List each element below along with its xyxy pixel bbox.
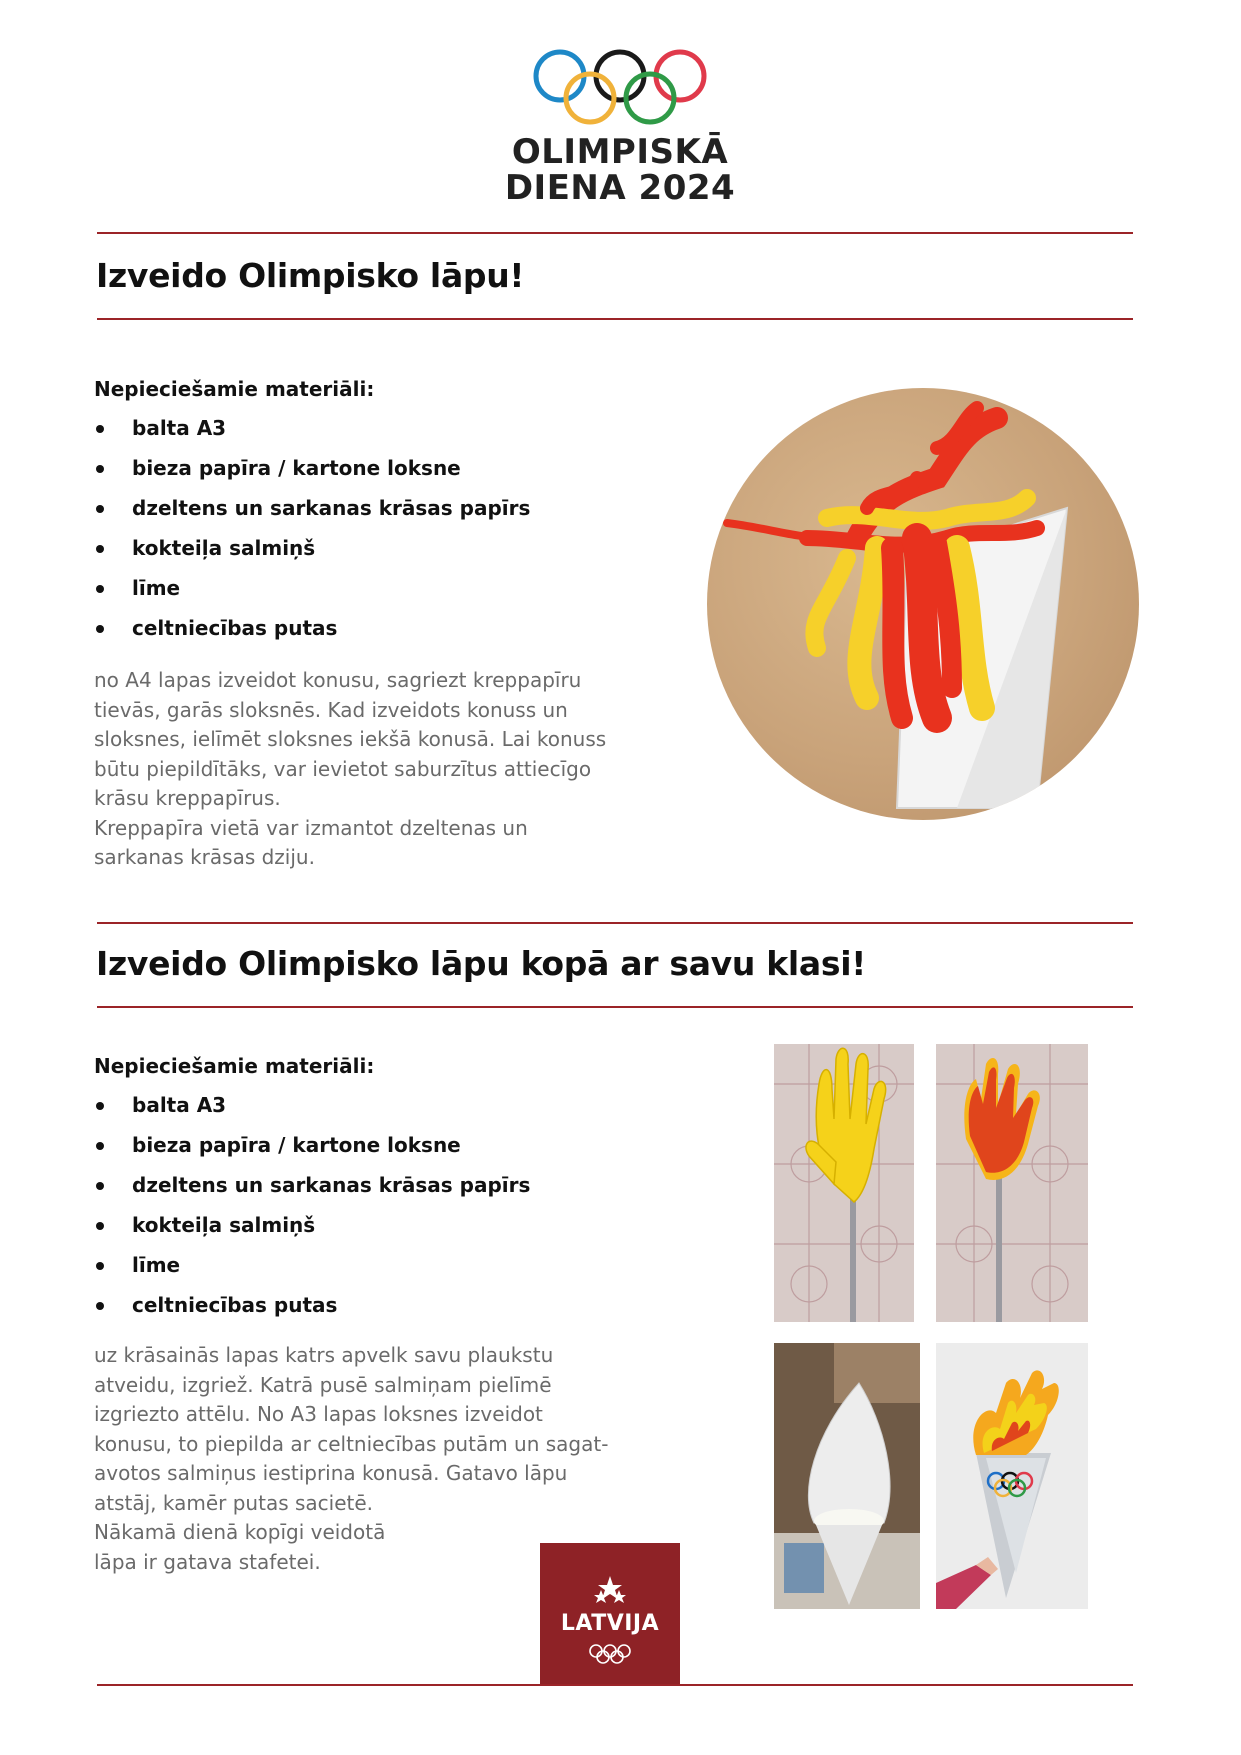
olympic-rings-icon xyxy=(588,1643,632,1665)
latvija-olympic-committee-badge xyxy=(540,1543,680,1685)
divider xyxy=(97,922,1133,924)
bullet-icon xyxy=(96,505,104,513)
section2-instructions: uz krāsainās lapas katrs apvelk savu plaukstu atveidu, izgriež. Katrā pusē salmiņam pielīmē izgriezto attēlu. No A3 lapas loksnes izveidot konusu, to piepilda ar celtniecības putām un sagat- avotos salmiņus iestiprina konusā. Gatavo lāpu atstāj, kamēr putas sacietē. Nākamā dienā kopīgi veidotā lāpa ir gatava stafetei. xyxy=(94,1343,609,1574)
list-item: kokteiļa salmiņš xyxy=(94,528,530,568)
torch-photo xyxy=(707,388,1139,820)
section2-materials-list xyxy=(94,1085,530,1325)
torch-illustration xyxy=(707,388,1139,820)
section2-materials-heading: Nepieciešamie materiāli: xyxy=(94,1054,375,1078)
bullet-icon xyxy=(96,545,104,553)
divider xyxy=(97,1684,1133,1686)
bullet-icon xyxy=(96,465,104,473)
list-item: kokteiļa salmiņš xyxy=(94,1205,530,1245)
star-icon xyxy=(593,1576,627,1606)
list-item: dzeltens un sarkanas krāsas papīrs xyxy=(94,1165,530,1205)
list-item: balta A3 xyxy=(94,1085,530,1125)
finished-torch-illustration xyxy=(936,1343,1088,1609)
divider xyxy=(97,1006,1133,1008)
section1-title: Izveido Olimpisko lāpu! xyxy=(96,256,525,295)
section1-materials-list xyxy=(94,408,530,648)
list-item: balta A3 xyxy=(94,408,530,448)
section1-materials-heading: Nepieciešamie materiāli: xyxy=(94,377,375,401)
bullet-icon xyxy=(96,1222,104,1230)
section1-instructions: no A4 lapas izveidot konusu, sagriezt kreppapīru tievās, garās sloksnēs. Kad izveidots konuss un sloksnes, ielīmēt sloksnes iekšā konusā. Lai konuss būtu piepildītāks, var ievietot saburzītus attiecīgo krāsu kreppapīrus. Kreppapīra vietā var izmantot dzeltenas un sarkanas krāsas dziju. xyxy=(94,668,607,869)
bullet-icon xyxy=(96,1142,104,1150)
badge-label: LATVIJA xyxy=(560,1611,660,1636)
logo-title-line2: DIENA 2024 xyxy=(504,168,736,208)
cone-foam-photo xyxy=(774,1343,920,1609)
red-hand-photo xyxy=(936,1044,1088,1322)
list-item: dzeltens un sarkanas krāsas papīrs xyxy=(94,488,530,528)
yellow-hand-illustration xyxy=(774,1044,914,1322)
bullet-icon xyxy=(96,585,104,593)
list-item: bieza papīra / kartone loksne xyxy=(94,1125,530,1165)
divider xyxy=(97,318,1133,320)
olimpiska-diena-logo xyxy=(500,48,740,208)
finished-torch-photo xyxy=(936,1343,1088,1609)
bullet-icon xyxy=(96,1102,104,1110)
logo-title-line1: OLIMPISKĀ xyxy=(511,132,729,172)
bullet-icon xyxy=(96,1182,104,1190)
bullet-icon xyxy=(96,425,104,433)
bullet-icon xyxy=(96,1262,104,1270)
list-item: celtniecības putas xyxy=(94,608,530,648)
section2-title: Izveido Olimpisko lāpu kopā ar savu klasi! xyxy=(96,944,866,983)
yellow-hand-photo xyxy=(774,1044,914,1322)
red-hand-illustration xyxy=(936,1044,1088,1322)
list-item: bieza papīra / kartone loksne xyxy=(94,448,530,488)
bullet-icon xyxy=(96,625,104,633)
olympic-rings-icon xyxy=(500,48,740,128)
divider xyxy=(97,232,1133,234)
list-item: līme xyxy=(94,568,530,608)
cone-foam-illustration xyxy=(774,1343,920,1609)
list-item: līme xyxy=(94,1245,530,1285)
list-item: celtniecības putas xyxy=(94,1285,530,1325)
bullet-icon xyxy=(96,1302,104,1310)
